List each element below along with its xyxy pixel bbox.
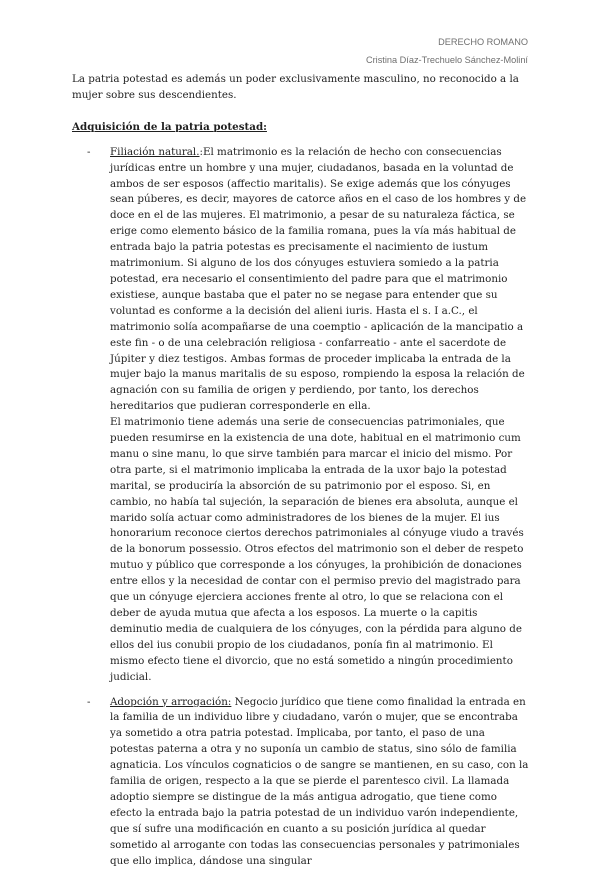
header-author: Cristina Díaz-Trechuelo Sánchez-Moliní — [365, 55, 528, 65]
list-item-filiacion — [72, 145, 530, 686]
list-item-paragraph — [110, 145, 530, 415]
list-item-paragraph-continued: El matrimonio tiene además una serie de consecuencias patrimoniales, que pueden resumirse en la existencia de una dote, habitual en el matrimonio cum manu o sine manu, lo que sirve también para marcar el inicio del mismo. Por otra parte, si el matrimonio implicaba la entrada de la uxor bajo la potestad marital, se produciría la absorción de su patrimonio por el esposo. Si, en cambio, no había tal sujeción, la separación de bienes era absoluta, aunque el marido solía actuar como administradores de los bienes de la mujer. El ius honorarium reconoce ciertos derechos patrimoniales al cónyuge viudo a través de la bonorum possessio. Otros efectos del matrimonio son el deber de respeto mutuo y público que corresponde a los cónyuges, la prohibición de donaciones entre ellos y la necesidad de contar con el permiso previo del magistrado para que un cónyuge ejerciera acciones frente al otro, lo que se relaciona con el deber de ayuda mutua que afecta a los esposos. La muerte o la capitis deminutio media de cualquiera de los cónyuges, con la pérdida para alguno de ellos del ius conubii propio de los ciudadanos, ponía fin al matrimonio. El mismo efecto tiene el divorcio, que no está sometido a ningún procedimiento judicial. — [110, 416, 524, 683]
page-header — [366, 33, 528, 69]
list-bullet: - — [87, 145, 91, 158]
intro-paragraph: La patria potestad es además un poder exclusivamente masculino, no reconocido a la mujer sobre sus descendientes. — [72, 73, 519, 101]
item-text: :El matrimonio es la relación de hecho con consecuencias jurídicas entre un hombre y una mujer, ciudadanos, basada en la voluntad de ambos de ser esposos (affectio maritalis). Se exige además que los cónyuges sean púberes, es decir, mayores de catorce años en el caso de los hombres y de doce en el de las mujeres. El matrimonio, a pesar de su naturaleza fáctica, se erige como elemento básico de la familia romana, pues la vía más habitual de entrada bajo la patria potestas es precisamente el nacimiento de iustum matrimonium. Si alguno de los dos cónyuges estuviera somiedo a la patria potestad, era necesario el consentimiento del padre para que el matrimonio existiese, aunque bastaba que el pater no se negase para entender que su voluntad es conforme a la decisión del alieni iuris. Hasta el s. I a.C., el matrimonio solía acompañarse de una coemptio - aplicación de la mancipatio a este fin - o de una celebración religiosa - confarreatio - ante el sacerdote de Júpiter y diez testigos. Ambas formas de proceder implicaba la entrada de la mujer bajo la manus maritalis de su esposo, rompiendo la esposa la relación de agnación con su familia de origen y perdiendo, por tanto, los derechos hereditarios que pudieran corresponderle en ella. — [110, 145, 527, 413]
list-item-adopcion — [72, 695, 530, 870]
section-title: Adquisición de la patria potestad: — [72, 120, 267, 133]
list-item-paragraph — [110, 695, 530, 870]
item-text: Negocio jurídico que tiene como finalidad la entrada en la familia de un individuo libre y ciudadano, varón o mujer, que se encontraba ya sometido a otra patria potestad. Implicaba, por tanto, el paso de una potestas paterna a otra y no suponía un cambio de status, sino sólo de familia agnaticia. Los vínculos cognaticios o de sangre se mantienen, en su caso, con la familia de origen, respecto a la que se pierde el parentesco civil. La llamada adoptio siempre se distingue de la más antigua adrogatio, que tiene como efecto la entrada bajo la patria potestad de un individuo varón independiente, que sí sufre una modificación en cuanto a su posición jurídica al quedar sometido al arrogante con todas las consecuencias personales y patrimoniales que ello implica, dándose una singular — [110, 695, 529, 867]
document-body — [72, 72, 530, 879]
list-bullet: - — [87, 695, 91, 708]
item-term: Adopción y arrogación: — [110, 695, 232, 708]
header-subject: DERECHO ROMANO — [438, 37, 528, 47]
item-term: Filiación natural. — [110, 145, 200, 158]
